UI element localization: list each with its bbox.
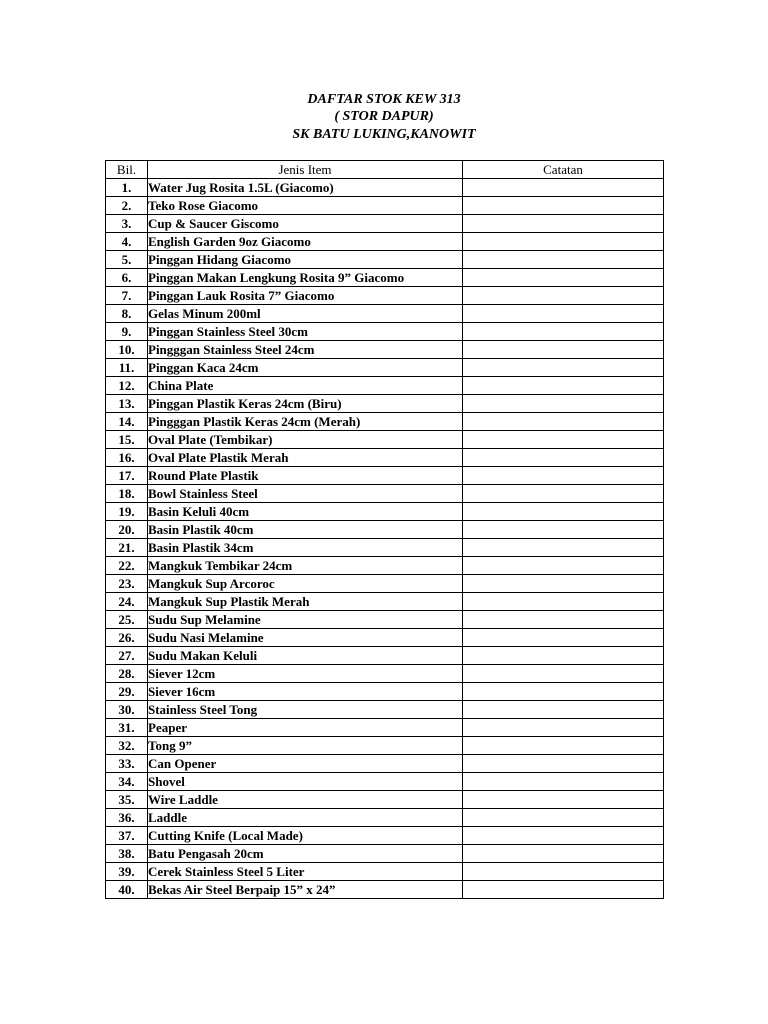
- table-row: [106, 233, 664, 251]
- bil-cell: 21.: [106, 539, 148, 557]
- bil-cell: 38.: [106, 845, 148, 863]
- bil-cell: 1.: [106, 179, 148, 197]
- bil-cell: 35.: [106, 791, 148, 809]
- bil-cell: 34.: [106, 773, 148, 791]
- column-header-jenis-item: Jenis Item: [148, 161, 463, 179]
- catatan-cell: [463, 773, 664, 791]
- item-cell: Siever 12cm: [148, 665, 463, 683]
- item-cell: Gelas Minum 200ml: [148, 305, 463, 323]
- table-row: [106, 323, 664, 341]
- bil-cell: 32.: [106, 737, 148, 755]
- catatan-cell: [463, 467, 664, 485]
- table-row: [106, 395, 664, 413]
- table-row: [106, 287, 664, 305]
- table-row: [106, 701, 664, 719]
- document-subtitle: ( STOR DAPUR): [334, 109, 434, 124]
- table-row: [106, 179, 664, 197]
- table-row: [106, 737, 664, 755]
- catatan-cell: [463, 503, 664, 521]
- item-cell: Mangkuk Sup Arcoroc: [148, 575, 463, 593]
- catatan-cell: [463, 179, 664, 197]
- bil-cell: 5.: [106, 251, 148, 269]
- item-cell: Oval Plate (Tembikar): [148, 431, 463, 449]
- table-row: [106, 269, 664, 287]
- bil-cell: 4.: [106, 233, 148, 251]
- school-name: SK BATU LUKING,KANOWIT: [292, 127, 476, 142]
- catatan-cell: [463, 557, 664, 575]
- table-row: [106, 809, 664, 827]
- table-row: [106, 827, 664, 845]
- table-row: [106, 431, 664, 449]
- bil-cell: 16.: [106, 449, 148, 467]
- table-row: [106, 557, 664, 575]
- catatan-cell: [463, 737, 664, 755]
- bil-cell: 40.: [106, 881, 148, 899]
- item-cell: Basin Keluli 40cm: [148, 503, 463, 521]
- catatan-cell: [463, 791, 664, 809]
- table-row: [106, 611, 664, 629]
- item-cell: Cerek Stainless Steel 5 Liter: [148, 863, 463, 881]
- item-cell: Bekas Air Steel Berpaip 15” x 24”: [148, 881, 463, 899]
- catatan-cell: [463, 863, 664, 881]
- item-cell: English Garden 9oz Giacomo: [148, 233, 463, 251]
- catatan-cell: [463, 377, 664, 395]
- item-cell: Tong 9”: [148, 737, 463, 755]
- table-body: [106, 179, 664, 899]
- item-cell: Pinggan Lauk Rosita 7” Giacomo: [148, 287, 463, 305]
- column-header-catatan: Catatan: [463, 161, 664, 179]
- item-cell: Cutting Knife (Local Made): [148, 827, 463, 845]
- table-row: [106, 359, 664, 377]
- table-row: [106, 377, 664, 395]
- column-header-bil: Bil.: [106, 161, 148, 179]
- catatan-cell: [463, 215, 664, 233]
- bil-cell: 28.: [106, 665, 148, 683]
- bil-cell: 25.: [106, 611, 148, 629]
- bil-cell: 29.: [106, 683, 148, 701]
- bil-cell: 22.: [106, 557, 148, 575]
- bil-cell: 14.: [106, 413, 148, 431]
- catatan-cell: [463, 827, 664, 845]
- catatan-cell: [463, 647, 664, 665]
- item-cell: Shovel: [148, 773, 463, 791]
- table-row: [106, 863, 664, 881]
- item-cell: Round Plate Plastik: [148, 467, 463, 485]
- bil-cell: 39.: [106, 863, 148, 881]
- bil-cell: 20.: [106, 521, 148, 539]
- bil-cell: 6.: [106, 269, 148, 287]
- catatan-cell: [463, 755, 664, 773]
- table-row: [106, 881, 664, 899]
- table-row: [106, 485, 664, 503]
- bil-cell: 33.: [106, 755, 148, 773]
- item-cell: Basin Plastik 34cm: [148, 539, 463, 557]
- catatan-cell: [463, 683, 664, 701]
- catatan-cell: [463, 809, 664, 827]
- item-cell: Stainless Steel Tong: [148, 701, 463, 719]
- bil-cell: 24.: [106, 593, 148, 611]
- bil-cell: 37.: [106, 827, 148, 845]
- bil-cell: 7.: [106, 287, 148, 305]
- bil-cell: 23.: [106, 575, 148, 593]
- bil-cell: 3.: [106, 215, 148, 233]
- table-row: [106, 665, 664, 683]
- table-row: [106, 755, 664, 773]
- bil-cell: 26.: [106, 629, 148, 647]
- item-cell: Mangkuk Sup Plastik Merah: [148, 593, 463, 611]
- catatan-cell: [463, 485, 664, 503]
- table-row: [106, 449, 664, 467]
- bil-cell: 12.: [106, 377, 148, 395]
- table-header-row: [106, 161, 664, 179]
- catatan-cell: [463, 413, 664, 431]
- bil-cell: 8.: [106, 305, 148, 323]
- catatan-cell: [463, 845, 664, 863]
- item-cell: Peaper: [148, 719, 463, 737]
- item-cell: Sudu Makan Keluli: [148, 647, 463, 665]
- catatan-cell: [463, 611, 664, 629]
- table-row: [106, 467, 664, 485]
- item-cell: Pinggan Kaca 24cm: [148, 359, 463, 377]
- catatan-cell: [463, 251, 664, 269]
- item-cell: China Plate: [148, 377, 463, 395]
- catatan-cell: [463, 305, 664, 323]
- item-cell: Sudu Sup Melamine: [148, 611, 463, 629]
- document-title: DAFTAR STOK KEW 313: [307, 92, 461, 107]
- bil-cell: 2.: [106, 197, 148, 215]
- table-row: [106, 197, 664, 215]
- table-row: [106, 413, 664, 431]
- item-cell: Laddle: [148, 809, 463, 827]
- catatan-cell: [463, 629, 664, 647]
- catatan-cell: [463, 521, 664, 539]
- bil-cell: 36.: [106, 809, 148, 827]
- catatan-cell: [463, 665, 664, 683]
- item-cell: Pingggan Plastik Keras 24cm (Merah): [148, 413, 463, 431]
- bil-cell: 13.: [106, 395, 148, 413]
- item-cell: Basin Plastik 40cm: [148, 521, 463, 539]
- bil-cell: 19.: [106, 503, 148, 521]
- table-row: [106, 791, 664, 809]
- table-row: [106, 215, 664, 233]
- item-cell: Pinggan Stainless Steel 30cm: [148, 323, 463, 341]
- table-row: [106, 647, 664, 665]
- catatan-cell: [463, 341, 664, 359]
- table-row: [106, 575, 664, 593]
- table-row: [106, 503, 664, 521]
- item-cell: Teko Rose Giacomo: [148, 197, 463, 215]
- table-row: [106, 773, 664, 791]
- item-cell: Pinggan Plastik Keras 24cm (Biru): [148, 395, 463, 413]
- catatan-cell: [463, 197, 664, 215]
- catatan-cell: [463, 359, 664, 377]
- bil-cell: 15.: [106, 431, 148, 449]
- item-cell: Pinggan Hidang Giacomo: [148, 251, 463, 269]
- catatan-cell: [463, 449, 664, 467]
- catatan-cell: [463, 575, 664, 593]
- table-row: [106, 719, 664, 737]
- table-row: [106, 845, 664, 863]
- catatan-cell: [463, 881, 664, 899]
- bil-cell: 9.: [106, 323, 148, 341]
- bil-cell: 18.: [106, 485, 148, 503]
- item-cell: Cup & Saucer Giscomo: [148, 215, 463, 233]
- catatan-cell: [463, 593, 664, 611]
- catatan-cell: [463, 395, 664, 413]
- catatan-cell: [463, 269, 664, 287]
- item-cell: Bowl Stainless Steel: [148, 485, 463, 503]
- item-cell: Oval Plate Plastik Merah: [148, 449, 463, 467]
- catatan-cell: [463, 323, 664, 341]
- catatan-cell: [463, 233, 664, 251]
- stock-table: [105, 160, 664, 899]
- item-cell: Sudu Nasi Melamine: [148, 629, 463, 647]
- item-cell: Pinggan Makan Lengkung Rosita 9” Giacomo: [148, 269, 463, 287]
- item-cell: Siever 16cm: [148, 683, 463, 701]
- table-row: [106, 593, 664, 611]
- item-cell: Mangkuk Tembikar 24cm: [148, 557, 463, 575]
- catatan-cell: [463, 719, 664, 737]
- catatan-cell: [463, 287, 664, 305]
- bil-cell: 27.: [106, 647, 148, 665]
- bil-cell: 31.: [106, 719, 148, 737]
- table-row: [106, 251, 664, 269]
- item-cell: Can Opener: [148, 755, 463, 773]
- table-row: [106, 305, 664, 323]
- catatan-cell: [463, 539, 664, 557]
- table-row: [106, 683, 664, 701]
- bil-cell: 30.: [106, 701, 148, 719]
- bil-cell: 17.: [106, 467, 148, 485]
- item-cell: Water Jug Rosita 1.5L (Giacomo): [148, 179, 463, 197]
- item-cell: Pingggan Stainless Steel 24cm: [148, 341, 463, 359]
- table-row: [106, 629, 664, 647]
- bil-cell: 10.: [106, 341, 148, 359]
- catatan-cell: [463, 431, 664, 449]
- table-row: [106, 521, 664, 539]
- table-row: [106, 539, 664, 557]
- item-cell: Batu Pengasah 20cm: [148, 845, 463, 863]
- table-row: [106, 341, 664, 359]
- item-cell: Wire Laddle: [148, 791, 463, 809]
- catatan-cell: [463, 701, 664, 719]
- bil-cell: 11.: [106, 359, 148, 377]
